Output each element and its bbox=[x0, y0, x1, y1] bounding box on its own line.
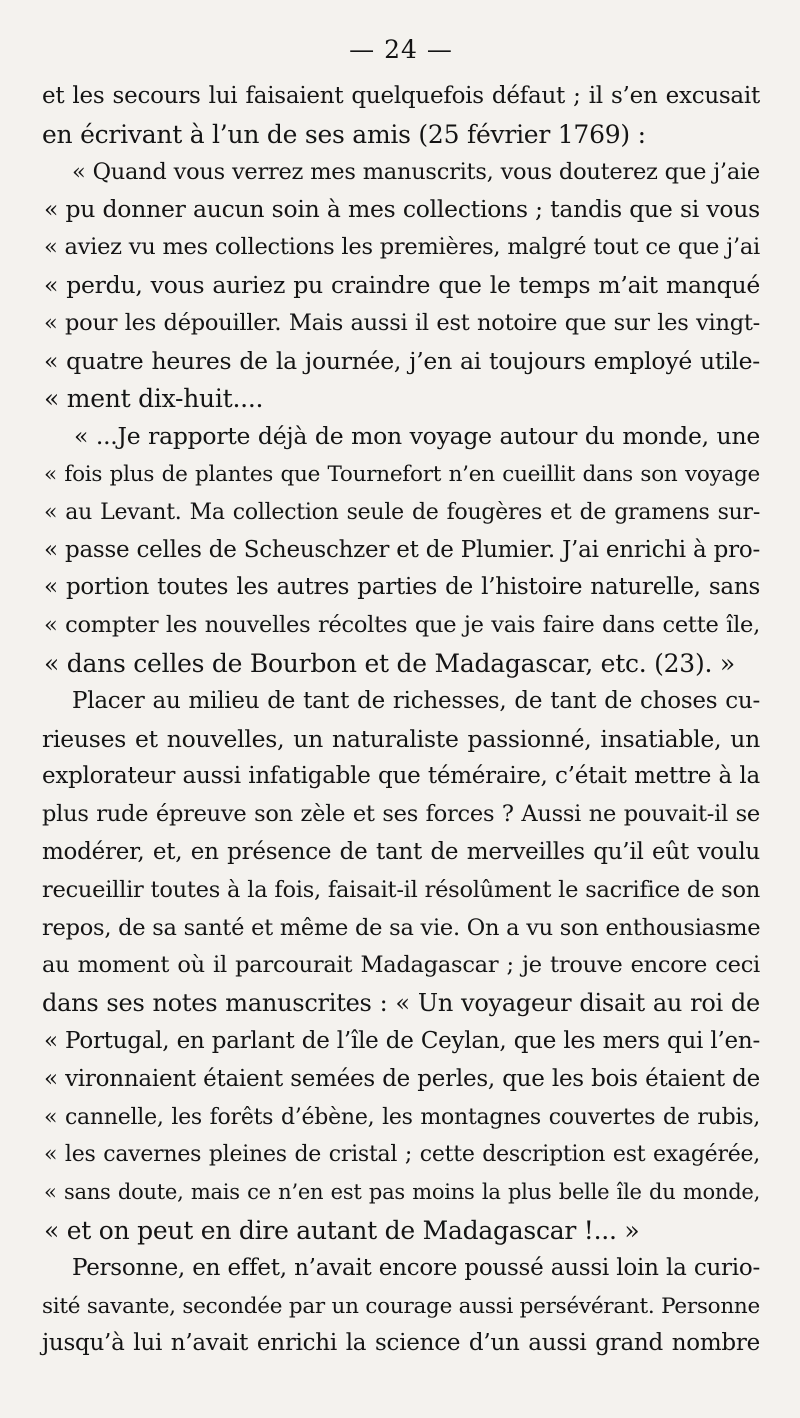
text-line: « pour les dépouiller. Mais aussi il est notoire que sur les vingt- bbox=[44, 309, 760, 336]
text-line: « ment dix-huit.... bbox=[44, 384, 264, 414]
text-line: sité savante, secondée par un courage aussi persévérant. Personne bbox=[42, 1293, 760, 1319]
text-line: « cannelle, les forêts d’ébène, les montagnes couvertes de rubis, bbox=[44, 1104, 760, 1130]
text-line: « et on peut en dire autant de Madagascar !... » bbox=[44, 1215, 640, 1245]
text-line: explorateur aussi infatigable que téméraire, c’était mettre à la bbox=[42, 763, 760, 790]
text-line: « Quand vous verrez mes manuscrits, vous douterez que j’aie bbox=[72, 158, 760, 185]
text-line: « perdu, vous auriez pu craindre que le temps m’ait manqué bbox=[44, 270, 760, 299]
text-line: recueillir toutes à la fois, faisait-il résolûment le sacrifice de son bbox=[42, 876, 760, 903]
text-line: en écrivant à l’un de ses amis (25 février 1769) : bbox=[42, 119, 646, 149]
text-line: repos, de sa santé et même de sa vie. On a vu son enthousiasme bbox=[42, 914, 761, 941]
text-line: « sans doute, mais ce n’en est pas moins la plus belle île du monde, bbox=[44, 1180, 760, 1205]
text-line: au moment où il parcourait Madagascar ; je trouve encore ceci bbox=[42, 952, 760, 979]
page-text bbox=[42, 78, 760, 1363]
text-line: Placer au milieu de tant de richesses, de tant de choses cu- bbox=[72, 687, 760, 714]
text-line: « vironnaient étaient semées de perles, que les bois étaient de bbox=[44, 1065, 760, 1092]
text-line: « pu donner aucun soin à mes collections ; tandis que si vous bbox=[44, 195, 760, 224]
text-line: et les secours lui faisaient quelquefois défaut ; il s’en excusait bbox=[42, 83, 760, 109]
text-line: plus rude épreuve son zèle et ses forces ? Aussi ne pouvait-il se bbox=[42, 801, 760, 828]
text-line: dans ses notes manuscrites : « Un voyageur disait au roi de bbox=[42, 989, 760, 1018]
text-line: « portion toutes les autres parties de l’histoire naturelle, sans bbox=[44, 574, 760, 601]
text-line: « au Levant. Ma collection seule de fougères et de gramens sur- bbox=[44, 499, 760, 525]
text-line: rieuses et nouvelles, un naturaliste passionné, insatiable, un bbox=[42, 724, 760, 753]
text-line: jusqu’à lui n’avait enrichi la science d’un aussi grand nombre bbox=[42, 1330, 760, 1357]
text-line: « les cavernes pleines de cristal ; cette description est exagérée, bbox=[44, 1142, 760, 1168]
text-line: « compter les nouvelles récoltes que je vais faire dans cette île, bbox=[44, 612, 760, 639]
text-line: « dans celles de Bourbon et de Madagascar, etc. (23). » bbox=[44, 648, 735, 678]
page-number: — 24 — bbox=[349, 35, 453, 64]
text-line: « quatre heures de la journée, j’en ai toujours employé utile- bbox=[44, 346, 760, 375]
text-line: « ...Je rapporte déjà de mon voyage autour du monde, une bbox=[74, 422, 760, 451]
text-line: « Portugal, en parlant de l’île de Ceylan, que les mers qui l’en- bbox=[44, 1027, 760, 1054]
text-line: « aviez vu mes collections les premières, malgré tout ce que j’ai bbox=[44, 234, 760, 261]
text-line: « passe celles de Scheuschzer et de Plumier. J’ai enrichi à pro- bbox=[44, 536, 760, 563]
text-line: modérer, et, en présence de tant de merveilles qu’il eût voulu bbox=[42, 838, 760, 865]
text-line: Personne, en effet, n’avait encore poussé aussi loin la curio- bbox=[72, 1254, 760, 1281]
text-line: « fois plus de plantes que Tournefort n’en cueillit dans son voyage bbox=[44, 461, 760, 487]
